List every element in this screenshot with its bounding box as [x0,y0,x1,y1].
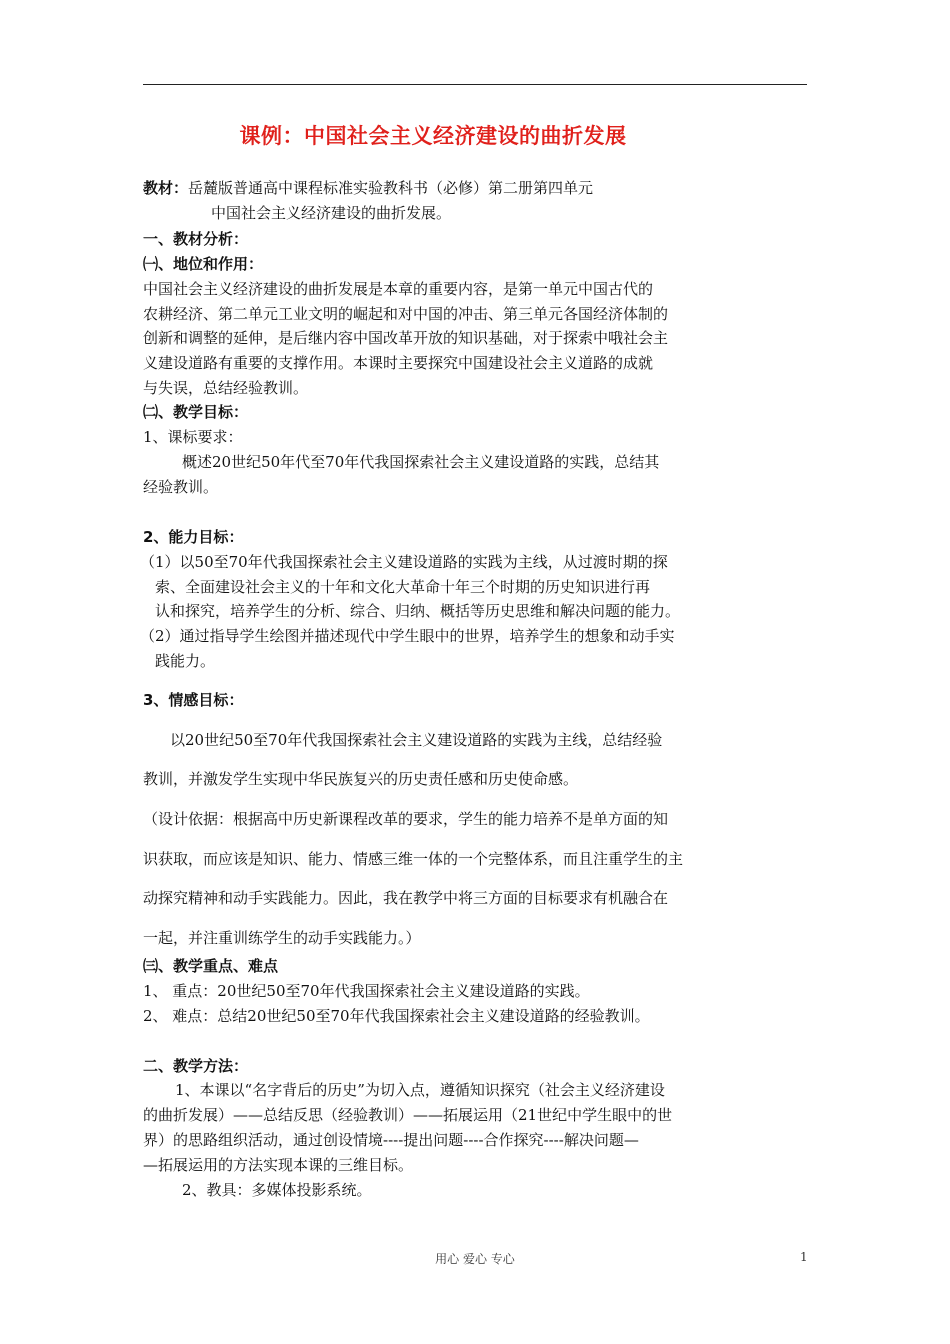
paragraph-line: 以20世纪50至70年代我国探索社会主义建设道路的实践为主线，总结经验 [170,731,663,749]
subsection-heading-role: ㈠、地位和作用： [143,255,264,273]
paragraph-line: 索、全面建设社会主义的十年和文化大革命十年三个时期的历史知识进行再 [155,578,651,596]
paragraph-line: 与失误，总结经验教训。 [143,379,309,397]
paragraph-line: 界）的思路组织活动，通过创设情境----提出问题----合作探究----解决问题— [143,1131,639,1149]
paragraph-line: 动探究精神和动手实践能力。因此，我在教学中将三方面的目标要求有机融合在 [143,889,669,907]
lesson-title: 课例：中国社会主义经济建设的曲折发展 [239,124,627,148]
section-heading-analysis: 一、教材分析： [143,230,249,248]
paragraph-line: 认和探究，培养学生的分析、综合、归纳、概括等历史思维和解决问题的能力。 [155,602,681,620]
subsection-heading-goals: ㈡、教学目标： [143,403,249,421]
goal-heading-ability: 2、能力目标： [143,528,244,546]
paragraph-line: （1）以50至70年代我国探索社会主义建设道路的实践为主线，从过渡时期的探 [140,553,668,571]
paragraph-line: —拓展运用的方法实现本课的三维目标。 [143,1156,414,1174]
paragraph-line: 2、 难点：总结20世纪50至70年代我国探索社会主义建设道路的经验教训。 [143,1007,650,1025]
paragraph-line: 创新和调整的延伸，是后继内容中国改革开放的知识基础，对于探索中哦社会主 [143,329,669,347]
paragraph-line: 一起，并注重训练学生的动手实践能力。） [143,929,421,947]
paragraph-line: （2）通过指导学生绘图并描述现代中学生眼中的世界，培养学生的想象和动手实 [140,627,675,645]
textbook-text: 岳麓版普通高中课程标准实验教科书（必修）第二册第四单元 [188,179,594,197]
footer-slogan: 用心 爱心 专心 [435,1252,515,1266]
paragraph-line: 义建设道路有重要的支撑作用。本课时主要探究中国建设社会主义道路的成就 [143,354,654,372]
paragraph-line: 中国社会主义经济建设的曲折发展是本章的重要内容，是第一单元中国古代的 [143,280,654,298]
page-number: 1 [800,1250,808,1264]
paragraph-line: 识获取，而应该是知识、能力、情感三维一体的一个完整体系，而且注重学生的主 [143,850,684,868]
textbook-label: 教材： [143,179,189,197]
paragraph-line: 2、教具：多媒体投影系统。 [182,1181,372,1199]
paragraph-line: 1、 重点：20世纪50至70年代我国探索社会主义建设道路的实践。 [143,982,590,1000]
textbook-line [143,178,593,198]
paragraph-line: 的曲折发展）——总结反思（经验教训）——拓展运用（21世纪中学生眼中的世 [143,1106,673,1124]
textbook-text-2: 中国社会主义经济建设的曲折发展。 [211,204,452,222]
subsection-heading-keypoints: ㈢、教学重点、难点 [143,957,279,975]
paragraph-line: （设计依据：根据高中历史新课程改革的要求，学生的能力培养不是单方面的知 [143,810,669,828]
header-rule [143,84,807,85]
paragraph-line: 教训，并激发学生实现中华民族复兴的历史责任感和历史使命感。 [143,770,579,788]
goal-heading-curriculum: 1、课标要求： [143,428,243,446]
section-heading-method: 二、教学方法： [143,1057,249,1075]
paragraph-line: 践能力。 [155,652,216,670]
paragraph-line: 经验教训。 [143,478,219,496]
paragraph-line: 概述20世纪50年代至70年代我国探索社会主义建设道路的实践，总结其 [182,453,660,471]
goal-heading-emotion: 3、情感目标： [143,691,244,709]
paragraph-line: 1、本课以“名字背后的历史”为切入点，遵循知识探究（社会主义经济建设 [175,1081,665,1099]
paragraph-line: 农耕经济、第二单元工业文明的崛起和对中国的冲击、第三单元各国经济体制的 [143,305,669,323]
